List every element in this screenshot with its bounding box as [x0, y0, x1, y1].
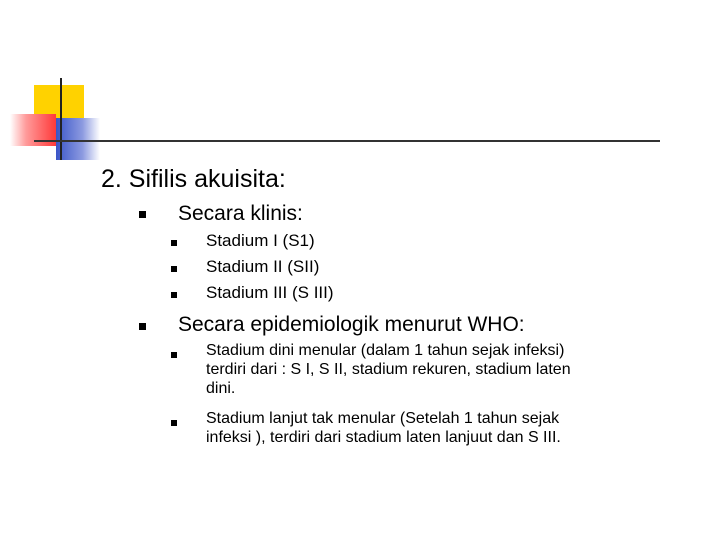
list-item: Stadium III (S III): [206, 283, 334, 302]
bullet-square: [171, 352, 177, 358]
bullet-square: [171, 420, 177, 426]
bullet-square: [139, 323, 146, 330]
slide-title: 2. Sifilis akuisita:: [101, 165, 286, 193]
section-heading-epidemiologic: Secara epidemiologik menurut WHO:: [178, 313, 525, 336]
decor-horizontal-line: [34, 140, 660, 142]
list-item: Stadium I (S1): [206, 231, 315, 250]
list-item: Stadium II (SII): [206, 257, 320, 276]
decor-blue-square: [56, 118, 100, 160]
bullet-square: [171, 240, 177, 246]
list-item-line: Stadium lanjut tak menular (Setelah 1 tahun sejak: [206, 410, 560, 427]
list-item-line: dini.: [206, 380, 236, 397]
decor-vertical-line: [60, 78, 62, 160]
list-item-line: infeksi ), terdiri dari stadium laten lanjuut dan S III.: [206, 429, 561, 446]
list-item-line: terdiri dari : S I, S II, stadium rekuren, stadium laten: [206, 361, 571, 378]
bullet-square: [171, 292, 177, 298]
section-heading-clinical: Secara klinis:: [178, 202, 303, 225]
bullet-square: [139, 211, 146, 218]
list-item-line: Stadium dini menular (dalam 1 tahun sejak infeksi): [206, 342, 565, 359]
bullet-square: [171, 266, 177, 272]
